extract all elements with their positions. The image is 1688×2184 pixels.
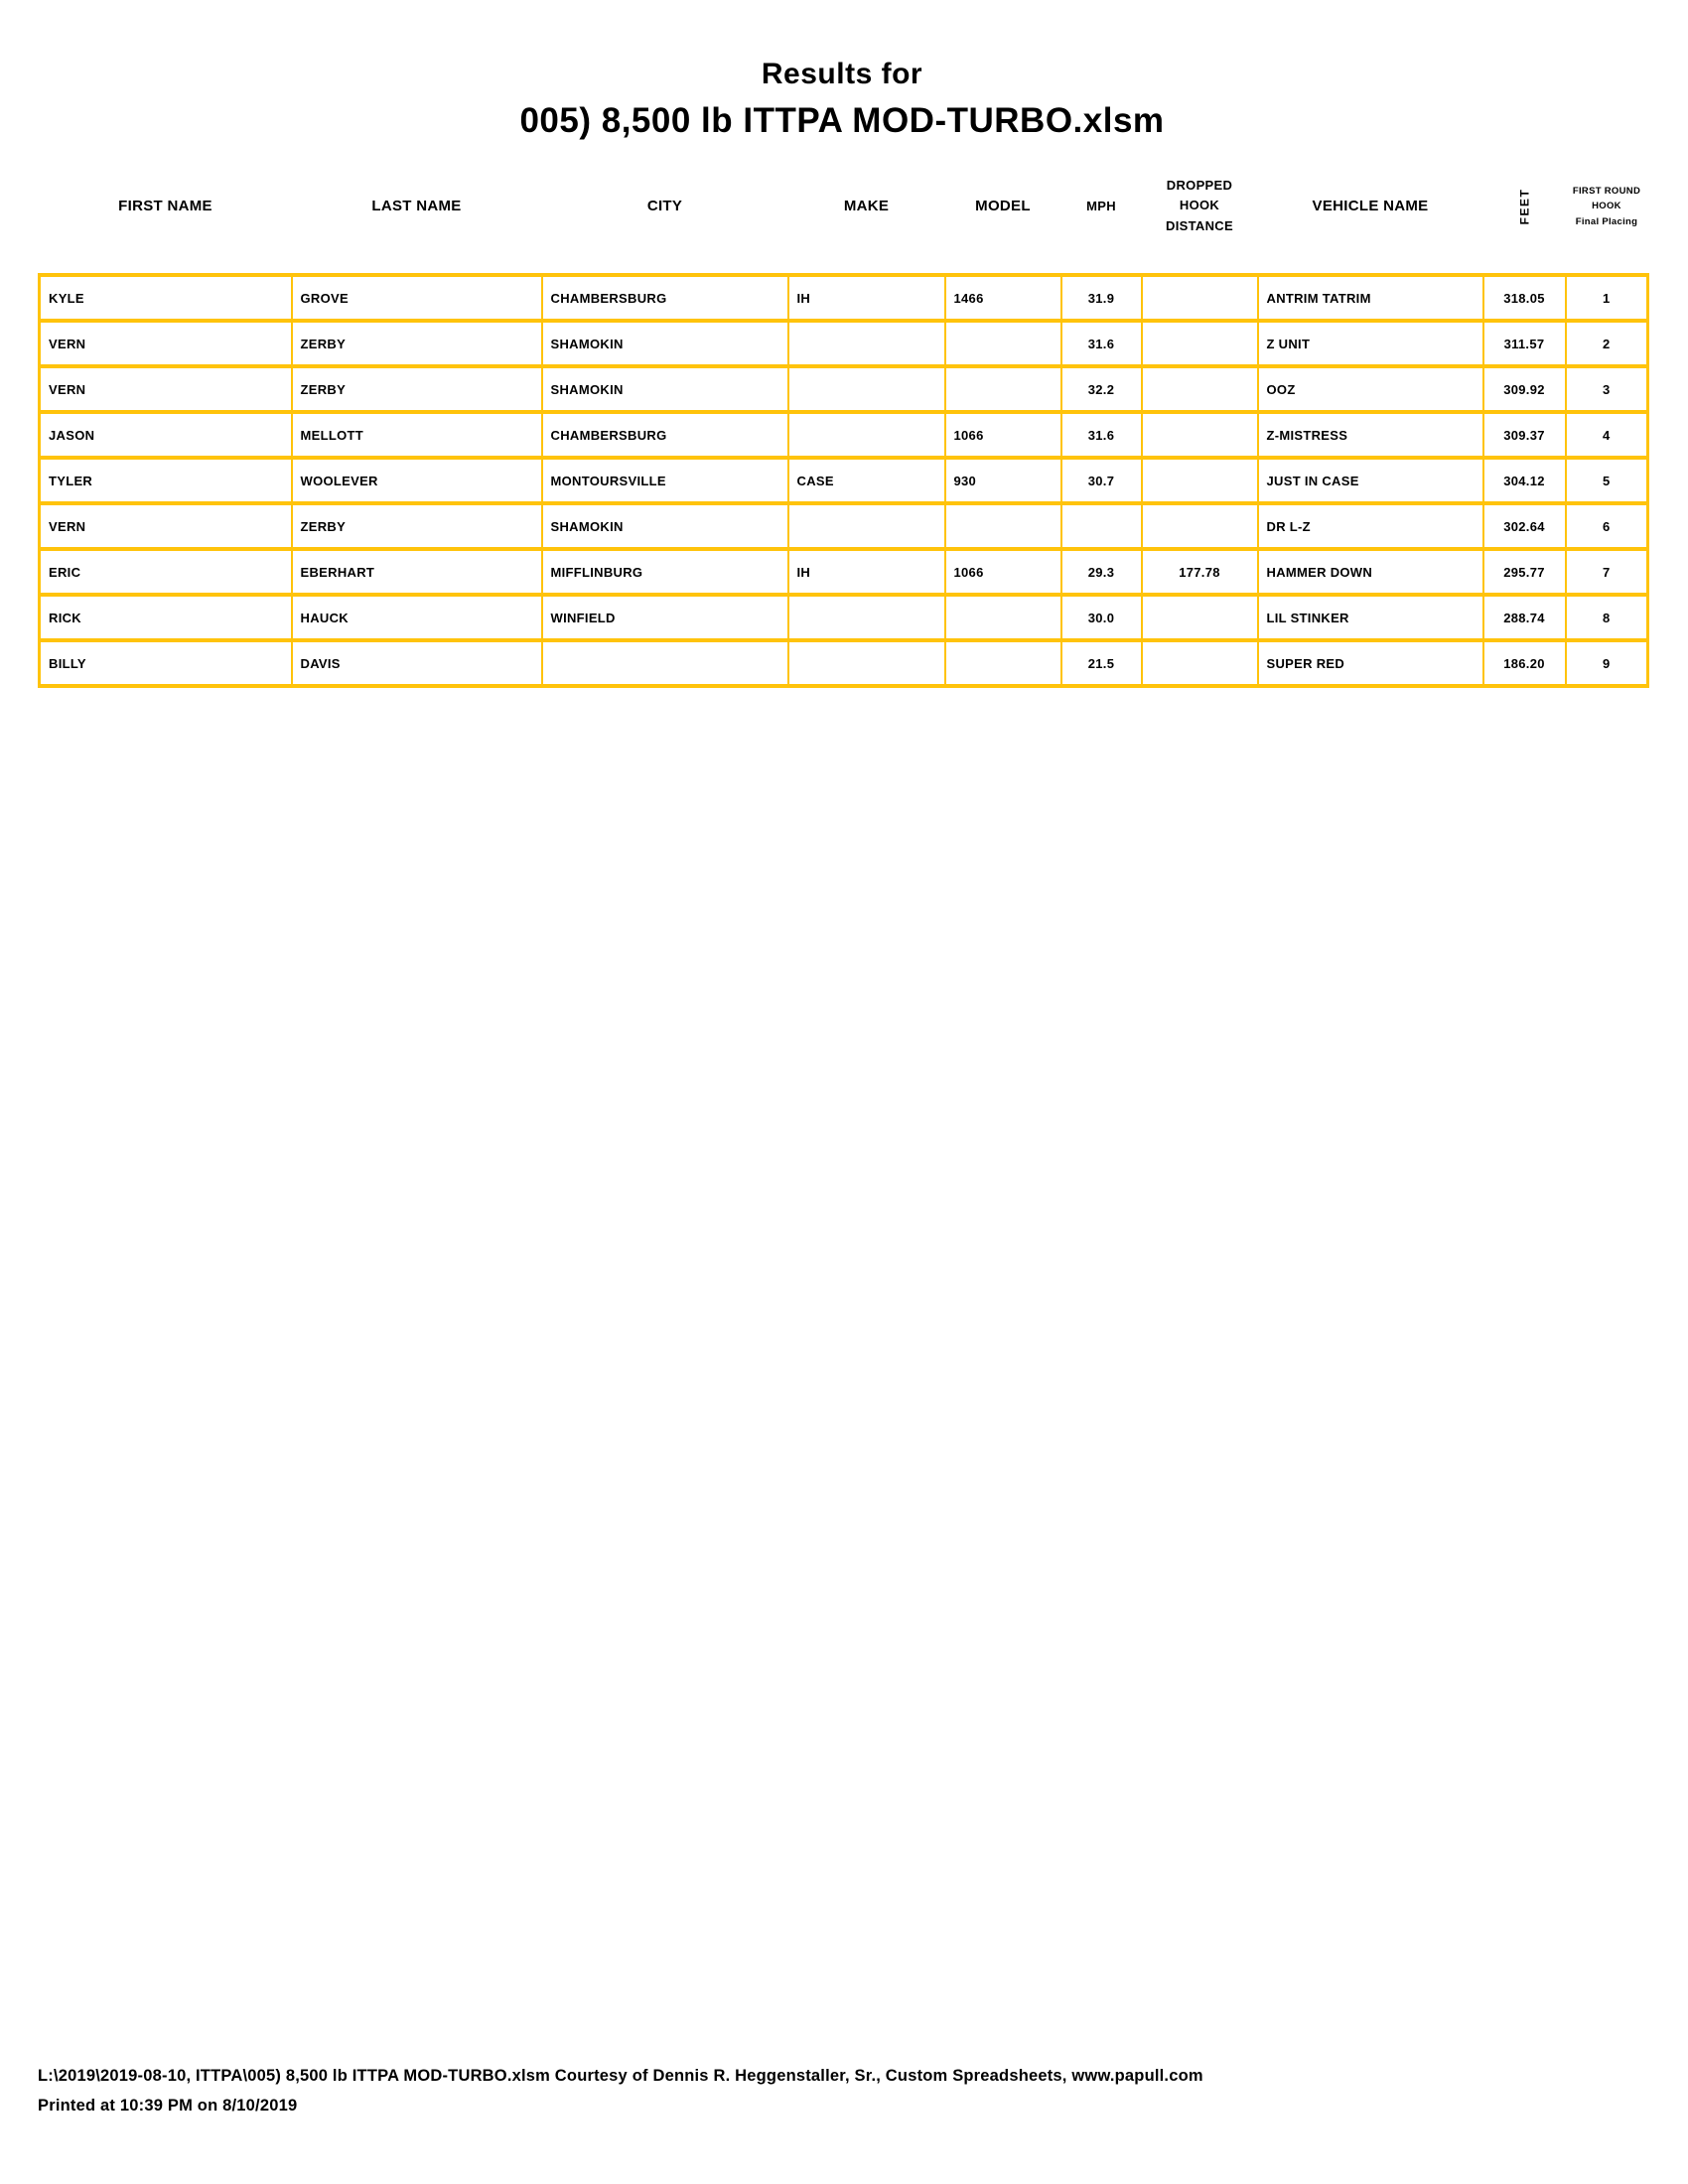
cell-dropped-hook-distance — [1142, 412, 1258, 458]
cell-vehicle-name: OOZ — [1258, 366, 1483, 412]
cell-make — [788, 503, 945, 549]
cell-model — [945, 595, 1061, 640]
cell-last-name: GROVE — [292, 275, 542, 321]
cell-make — [788, 595, 945, 640]
cell-city: SHAMOKIN — [542, 503, 788, 549]
cell-make: IH — [788, 549, 945, 595]
first-round-hook-label: FIRST ROUND HOOK — [1572, 186, 1641, 212]
cell-model — [945, 366, 1061, 412]
cell-placing: 4 — [1566, 412, 1648, 458]
col-header-last-name: LAST NAME — [371, 198, 462, 214]
cell-city: MONTOURSVILLE — [542, 458, 788, 503]
cell-placing: 8 — [1566, 595, 1648, 640]
cell-model — [945, 640, 1061, 686]
cell-first-name: JASON — [40, 412, 292, 458]
cell-mph: 21.5 — [1061, 640, 1142, 686]
col-header-mph: MPH — [1086, 199, 1116, 213]
cell-first-name: VERN — [40, 366, 292, 412]
cell-placing: 1 — [1566, 275, 1648, 321]
cell-city: MIFFLINBURG — [542, 549, 788, 595]
cell-first-name: KYLE — [40, 275, 292, 321]
cell-dropped-hook-distance — [1142, 275, 1258, 321]
dropped-hook-distance-label: DROPPED HOOK DISTANCE — [1166, 178, 1233, 233]
cell-mph: 31.6 — [1061, 321, 1142, 366]
footer-file-path-line: L:\2019\2019-08-10, ITTPA\005) 8,500 lb ITTPA MOD-TURBO.xlsm Courtesy of Dennis R. Heggenstaller, Sr., Custom Spreadsheets, www.papull.com — [38, 2067, 1203, 2085]
cell-vehicle-name: Z UNIT — [1258, 321, 1483, 366]
cell-vehicle-name: SUPER RED — [1258, 640, 1483, 686]
results-table — [38, 139, 1649, 688]
cell-dropped-hook-distance: 177.78 — [1142, 549, 1258, 595]
table-row — [40, 366, 1648, 412]
cell-placing: 7 — [1566, 549, 1648, 595]
cell-vehicle-name: LIL STINKER — [1258, 595, 1483, 640]
cell-feet: 288.74 — [1483, 595, 1566, 640]
col-header-make: MAKE — [843, 198, 890, 214]
cell-city: CHAMBERSBURG — [542, 275, 788, 321]
cell-feet: 318.05 — [1483, 275, 1566, 321]
cell-first-name: TYLER — [40, 458, 292, 503]
cell-mph: 32.2 — [1061, 366, 1142, 412]
cell-feet: 186.20 — [1483, 640, 1566, 686]
cell-city — [542, 640, 788, 686]
cell-dropped-hook-distance — [1142, 595, 1258, 640]
cell-mph: 30.0 — [1061, 595, 1142, 640]
col-header-first-name: FIRST NAME — [118, 198, 212, 214]
cell-last-name: WOOLEVER — [292, 458, 542, 503]
col-header-dropped-hook-distance — [1142, 139, 1258, 275]
cell-feet: 302.64 — [1483, 503, 1566, 549]
cell-make — [788, 412, 945, 458]
cell-placing: 2 — [1566, 321, 1648, 366]
cell-mph: 31.9 — [1061, 275, 1142, 321]
cell-make: IH — [788, 275, 945, 321]
cell-vehicle-name: HAMMER DOWN — [1258, 549, 1483, 595]
page-subtitle-filename: 005) 8,500 lb ITTPA MOD-TURBO.xlsm — [519, 101, 1165, 140]
results-body — [40, 275, 1648, 686]
cell-vehicle-name: ANTRIM TATRIM — [1258, 275, 1483, 321]
cell-model: 930 — [945, 458, 1061, 503]
cell-city: CHAMBERSBURG — [542, 412, 788, 458]
cell-first-name: ERIC — [40, 549, 292, 595]
cell-placing: 3 — [1566, 366, 1648, 412]
cell-placing: 6 — [1566, 503, 1648, 549]
cell-feet: 304.12 — [1483, 458, 1566, 503]
cell-feet: 309.92 — [1483, 366, 1566, 412]
cell-feet: 309.37 — [1483, 412, 1566, 458]
col-header-model: MODEL — [975, 198, 1031, 214]
page-title: Results for — [761, 58, 923, 90]
cell-last-name: MELLOTT — [292, 412, 542, 458]
cell-mph: 31.6 — [1061, 412, 1142, 458]
cell-dropped-hook-distance — [1142, 366, 1258, 412]
cell-city: SHAMOKIN — [542, 366, 788, 412]
cell-make — [788, 640, 945, 686]
footer — [38, 2067, 1203, 2126]
header-row — [40, 139, 1648, 275]
cell-dropped-hook-distance — [1142, 321, 1258, 366]
table-row — [40, 503, 1648, 549]
col-header-vehicle-name: VEHICLE NAME — [1312, 198, 1429, 214]
col-header-final-placing — [1566, 139, 1648, 275]
table-row — [40, 321, 1648, 366]
table-row — [40, 275, 1648, 321]
cell-first-name: BILLY — [40, 640, 292, 686]
cell-make — [788, 366, 945, 412]
cell-mph — [1061, 503, 1142, 549]
cell-vehicle-name: JUST IN CASE — [1258, 458, 1483, 503]
cell-placing: 5 — [1566, 458, 1648, 503]
cell-feet: 311.57 — [1483, 321, 1566, 366]
table-row — [40, 458, 1648, 503]
table-row — [40, 595, 1648, 640]
cell-mph: 29.3 — [1061, 549, 1142, 595]
cell-last-name: ZERBY — [292, 503, 542, 549]
cell-model: 1066 — [945, 549, 1061, 595]
cell-model: 1066 — [945, 412, 1061, 458]
col-header-city: CITY — [646, 198, 683, 214]
cell-feet: 295.77 — [1483, 549, 1566, 595]
cell-first-name: VERN — [40, 321, 292, 366]
cell-first-name: VERN — [40, 503, 292, 549]
cell-make: CASE — [788, 458, 945, 503]
cell-dropped-hook-distance — [1142, 640, 1258, 686]
cell-placing: 9 — [1566, 640, 1648, 686]
cell-model: 1466 — [945, 275, 1061, 321]
cell-last-name: ZERBY — [292, 321, 542, 366]
cell-model — [945, 503, 1061, 549]
cell-make — [788, 321, 945, 366]
cell-model — [945, 321, 1061, 366]
cell-dropped-hook-distance — [1142, 503, 1258, 549]
cell-first-name: RICK — [40, 595, 292, 640]
cell-vehicle-name: DR L-Z — [1258, 503, 1483, 549]
cell-last-name: HAUCK — [292, 595, 542, 640]
cell-last-name: ZERBY — [292, 366, 542, 412]
final-placing-label: Final Placing — [1575, 216, 1638, 228]
table-row — [40, 640, 1648, 686]
cell-city: WINFIELD — [542, 595, 788, 640]
cell-dropped-hook-distance — [1142, 458, 1258, 503]
cell-last-name: DAVIS — [292, 640, 542, 686]
col-header-feet — [1483, 139, 1566, 275]
footer-printed-line: Printed at 10:39 PM on 8/10/2019 — [38, 2097, 298, 2115]
cell-last-name: EBERHART — [292, 549, 542, 595]
cell-vehicle-name: Z-MISTRESS — [1258, 412, 1483, 458]
cell-mph: 30.7 — [1061, 458, 1142, 503]
feet-rotated-label: FEET — [1516, 188, 1531, 225]
table-row — [40, 549, 1648, 595]
table-row — [40, 412, 1648, 458]
cell-city: SHAMOKIN — [542, 321, 788, 366]
